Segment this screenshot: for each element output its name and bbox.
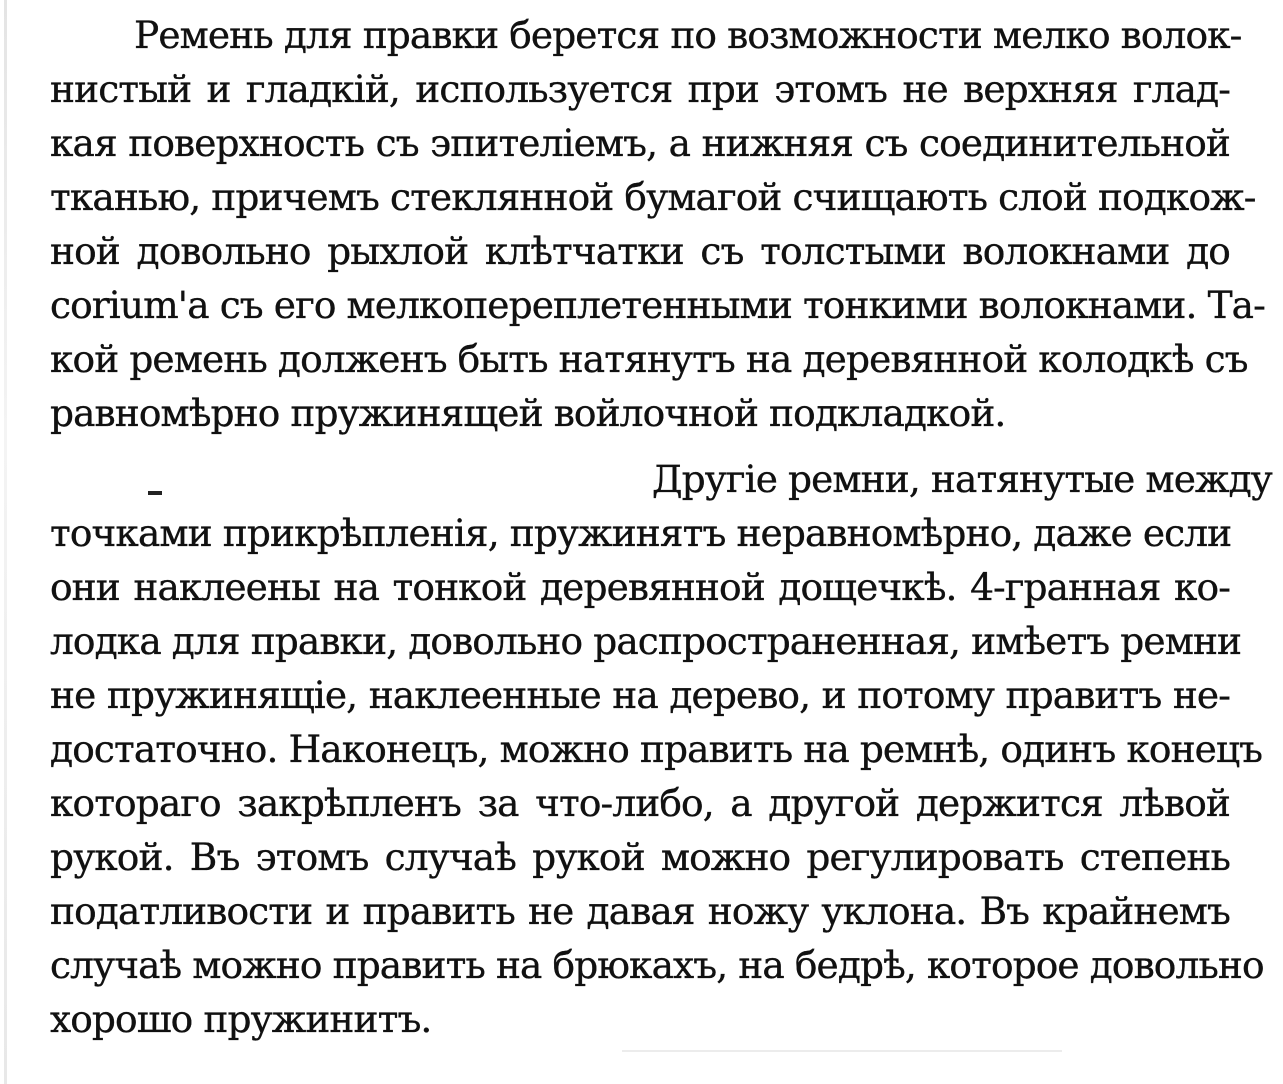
- paragraph-2-line-5: не пружинящіе, наклеенные на дерево, и потому правитъ не-: [50, 673, 1230, 717]
- scan-edge-shadow: [4, 0, 7, 1084]
- scan-artifact-mark: [148, 491, 162, 495]
- paragraph-1-line-2: нистый и гладкій, используется при этомъ не верхняя глад-: [50, 67, 1230, 111]
- paragraph-1-line-6: corium'а съ его мелкопереплетенными тонкими волокнами. Та-: [50, 283, 1265, 327]
- scan-bottom-artifact: [622, 1050, 1062, 1052]
- paragraph-1-line-1: Ремень для правки берется по возможности мелко волок-: [134, 13, 1242, 57]
- paragraph-2-line-2: точками прикрѣпленія, пружинятъ неравномѣрно, даже если: [50, 511, 1232, 555]
- paragraph-1-line-7: кой ремень долженъ быть натянутъ на деревянной колодкѣ съ: [50, 337, 1248, 381]
- paragraph-1-line-8: равномѣрно пружинящей войлочной подкладкой.: [50, 391, 1006, 435]
- paragraph-1-line-3: кая поверхность съ эпителіемъ, а нижняя съ соединительной: [50, 121, 1230, 165]
- paragraph-2-line-8: рукой. Въ этомъ случаѣ рукой можно регулировать степень: [50, 835, 1230, 879]
- paragraph-2-line-4: лодка для правки, довольно распространенная, имѣетъ ремни: [50, 619, 1242, 663]
- paragraph-2-line-3: они наклеены на тонкой деревянной дощечкѣ. 4-гранная ко-: [50, 565, 1230, 609]
- paragraph-2-line-1: Другіе ремни, натянутые между: [652, 457, 1272, 501]
- paragraph-2-line-10: случаѣ можно править на брюкахъ, на бедрѣ, которое довольно: [50, 943, 1264, 987]
- paragraph-1-line-5: ной довольно рыхлой клѣтчатки съ толстыми волокнами до: [50, 229, 1230, 273]
- paragraph-2-line-11: хорошо пружинитъ.: [50, 997, 432, 1041]
- paragraph-2-line-7: котораго закрѣпленъ за что-либо, а другой держится лѣвой: [50, 781, 1230, 825]
- paragraph-1-line-4: тканью, причемъ стеклянной бумагой счищають слой подкож-: [50, 175, 1256, 219]
- paragraph-2-line-6: достаточно. Наконецъ, можно править на ремнѣ, одинъ конецъ: [50, 727, 1263, 771]
- paragraph-2-line-9: податливости и править не давая ножу уклона. Въ крайнемъ: [50, 889, 1230, 933]
